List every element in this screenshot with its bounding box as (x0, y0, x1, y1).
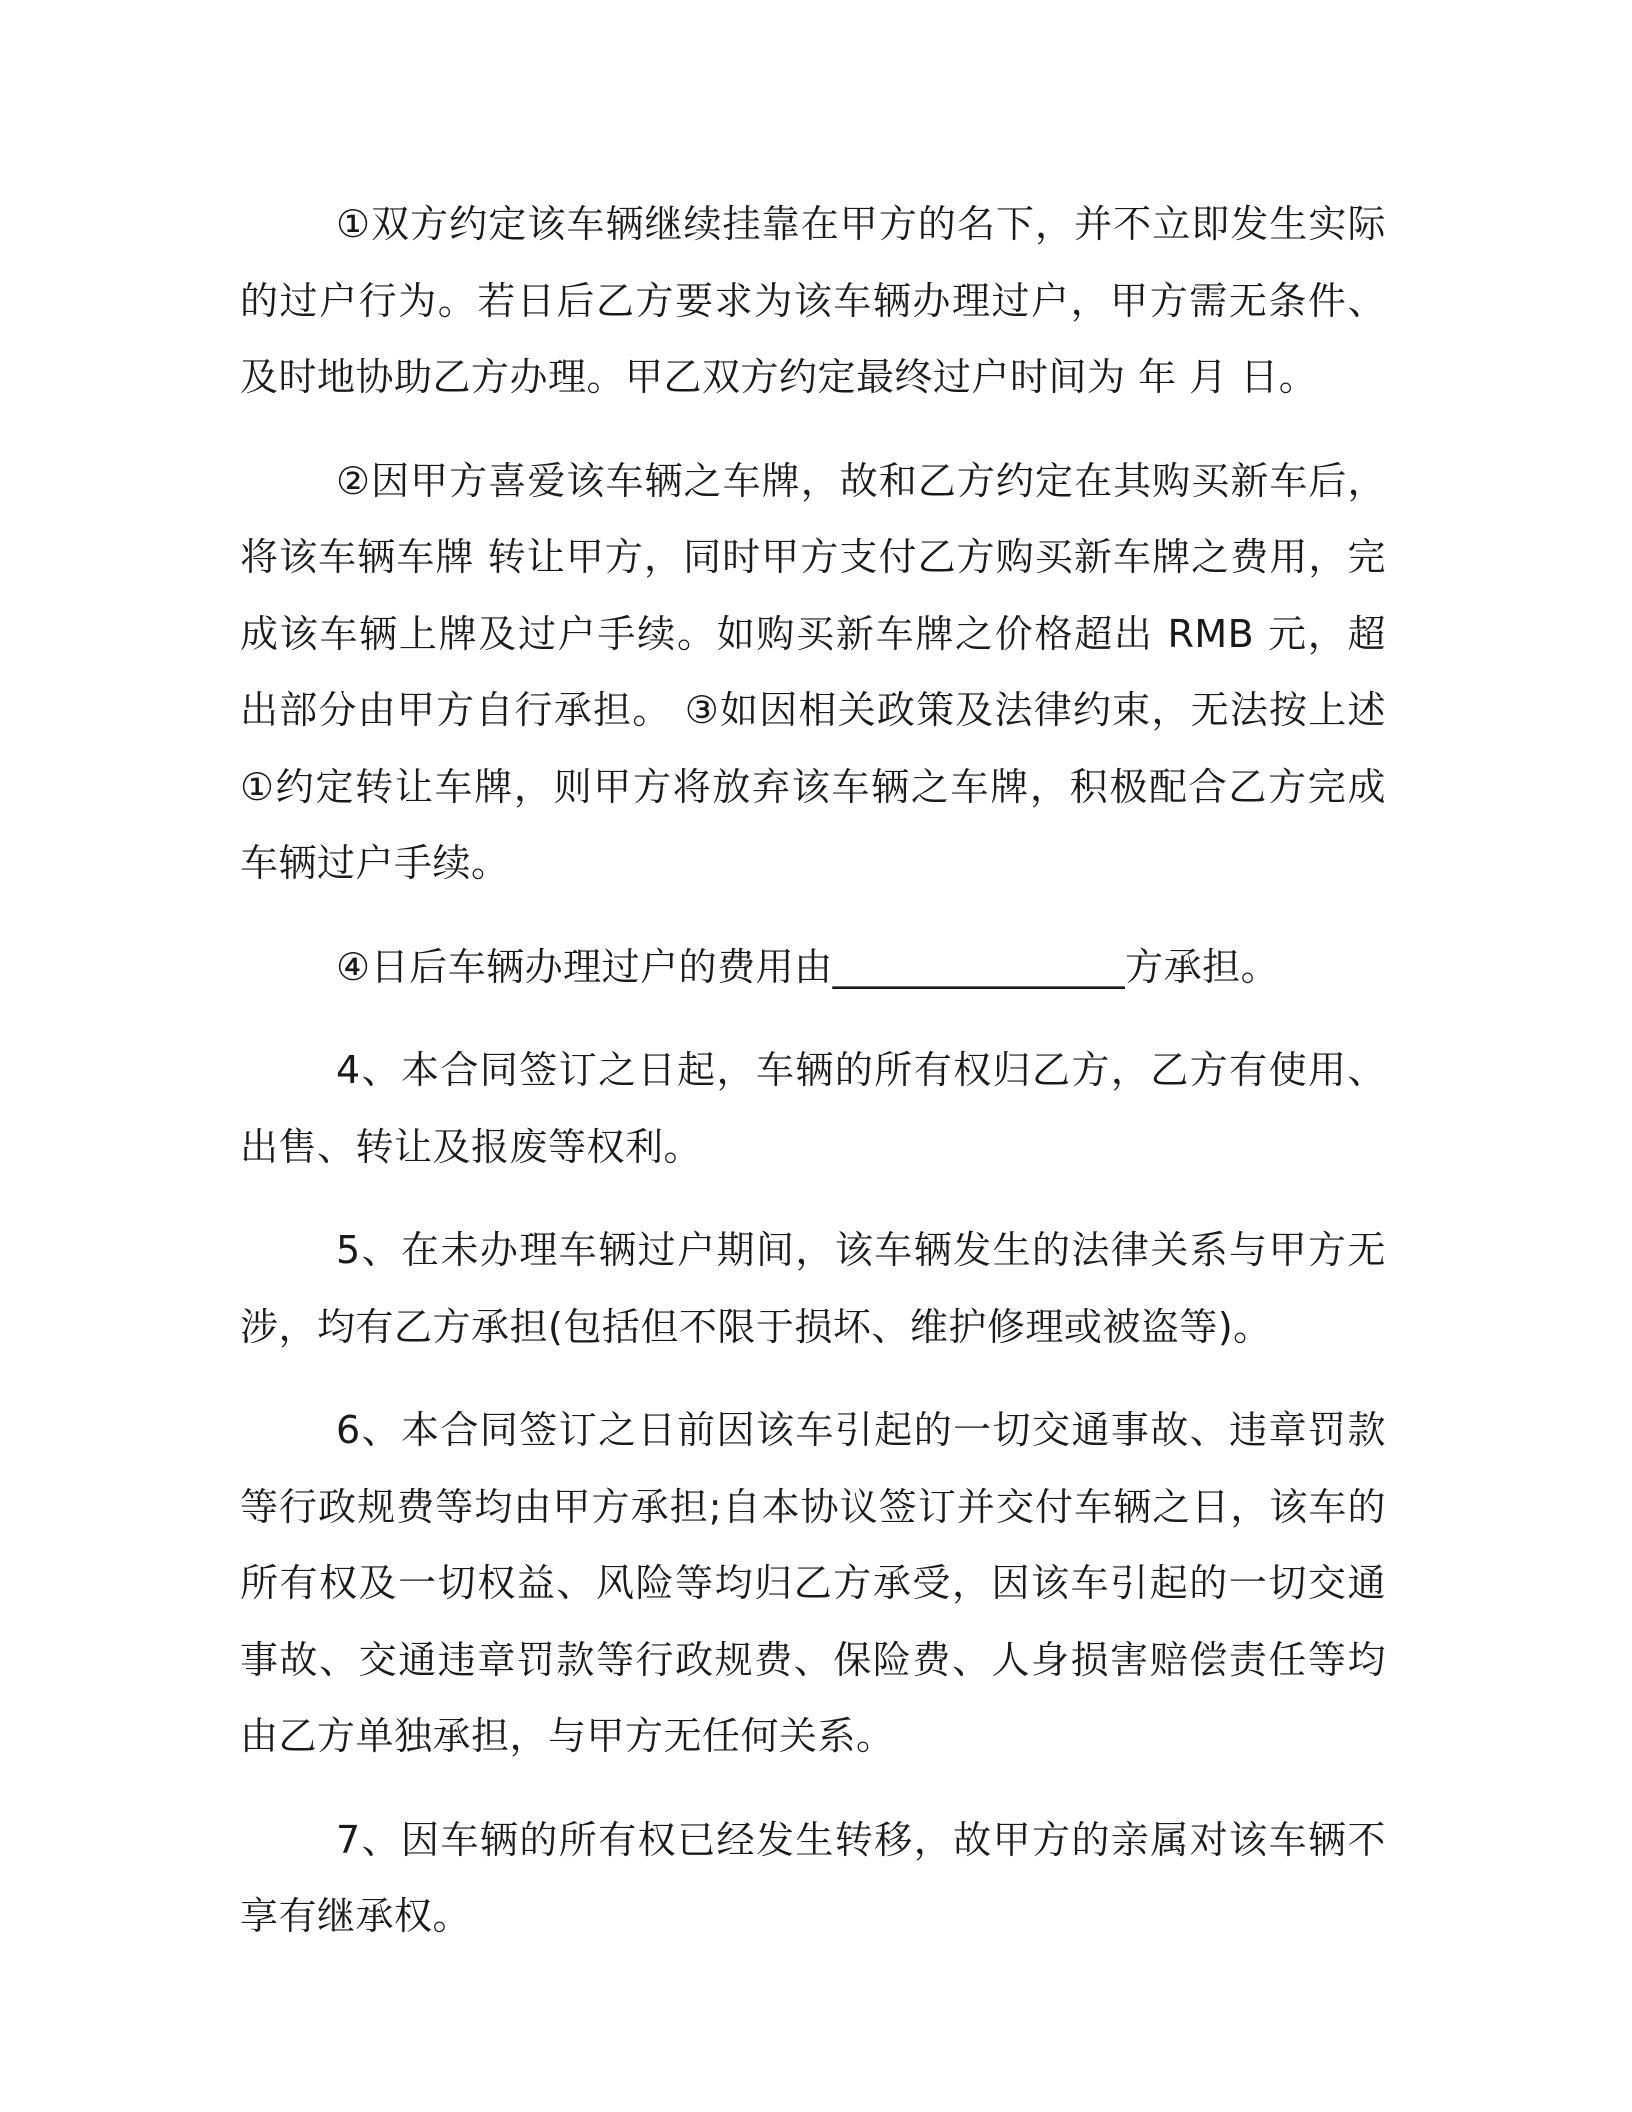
article-6-paragraph: 6、本合同签订之日前因该车引起的一切交通事故、违章罚款等行政规费等均由甲方承担;自本协议签订并交付车辆之日，该车的所有权及一切权益、风险等均归乙方承受，因该车引起的一切交通事故、交通违章罚款等行政规费、保险费、人身损害赔偿责任等均由乙方单独承担，与甲方无任何关系。 (240, 1408, 1386, 1758)
clause-4-paragraph: ④日后车辆办理过户的费用由_______________方承担。 (336, 944, 1280, 989)
article-5-paragraph: 5、在未办理车辆过户期间，该车辆发生的法律关系与甲方无涉，均有乙方承担(包括但不限于损坏、维护修理或被盗等)。 (240, 1228, 1386, 1349)
article-7-paragraph: 7、因车辆的所有权已经发生转移，故甲方的亲属对该车辆不享有继承权。 (240, 1817, 1386, 1938)
clause-1-paragraph: ①双方约定该车辆继续挂靠在甲方的名下，并不立即发生实际的过户行为。若日后乙方要求为该车辆办理过户，甲方需无条件、及时地协助乙方办理。甲乙双方约定最终过户时间为 年 月 日。 (240, 202, 1386, 399)
clause-2-3-paragraph: ②因甲方喜爱该车辆之车牌，故和乙方约定在其购买新车后，将该车辆车牌 转让甲方，同时甲方支付乙方购买新车牌之费用，完成该车辆上牌及过户手续。如购买新车牌之价格超出 RMB 元，超出部分由甲方自行承担。 ③如因相关政策及法律约束，无法按上述①约定转让车牌，则甲方将放弃该车辆之车牌，积极配合乙方完成车辆过户手续。 (240, 458, 1386, 885)
document-body (240, 186, 1386, 1982)
article-4-paragraph: 4、本合同签订之日起，车辆的所有权归乙方，乙方有使用、出售、转让及报废等权利。 (240, 1048, 1386, 1169)
